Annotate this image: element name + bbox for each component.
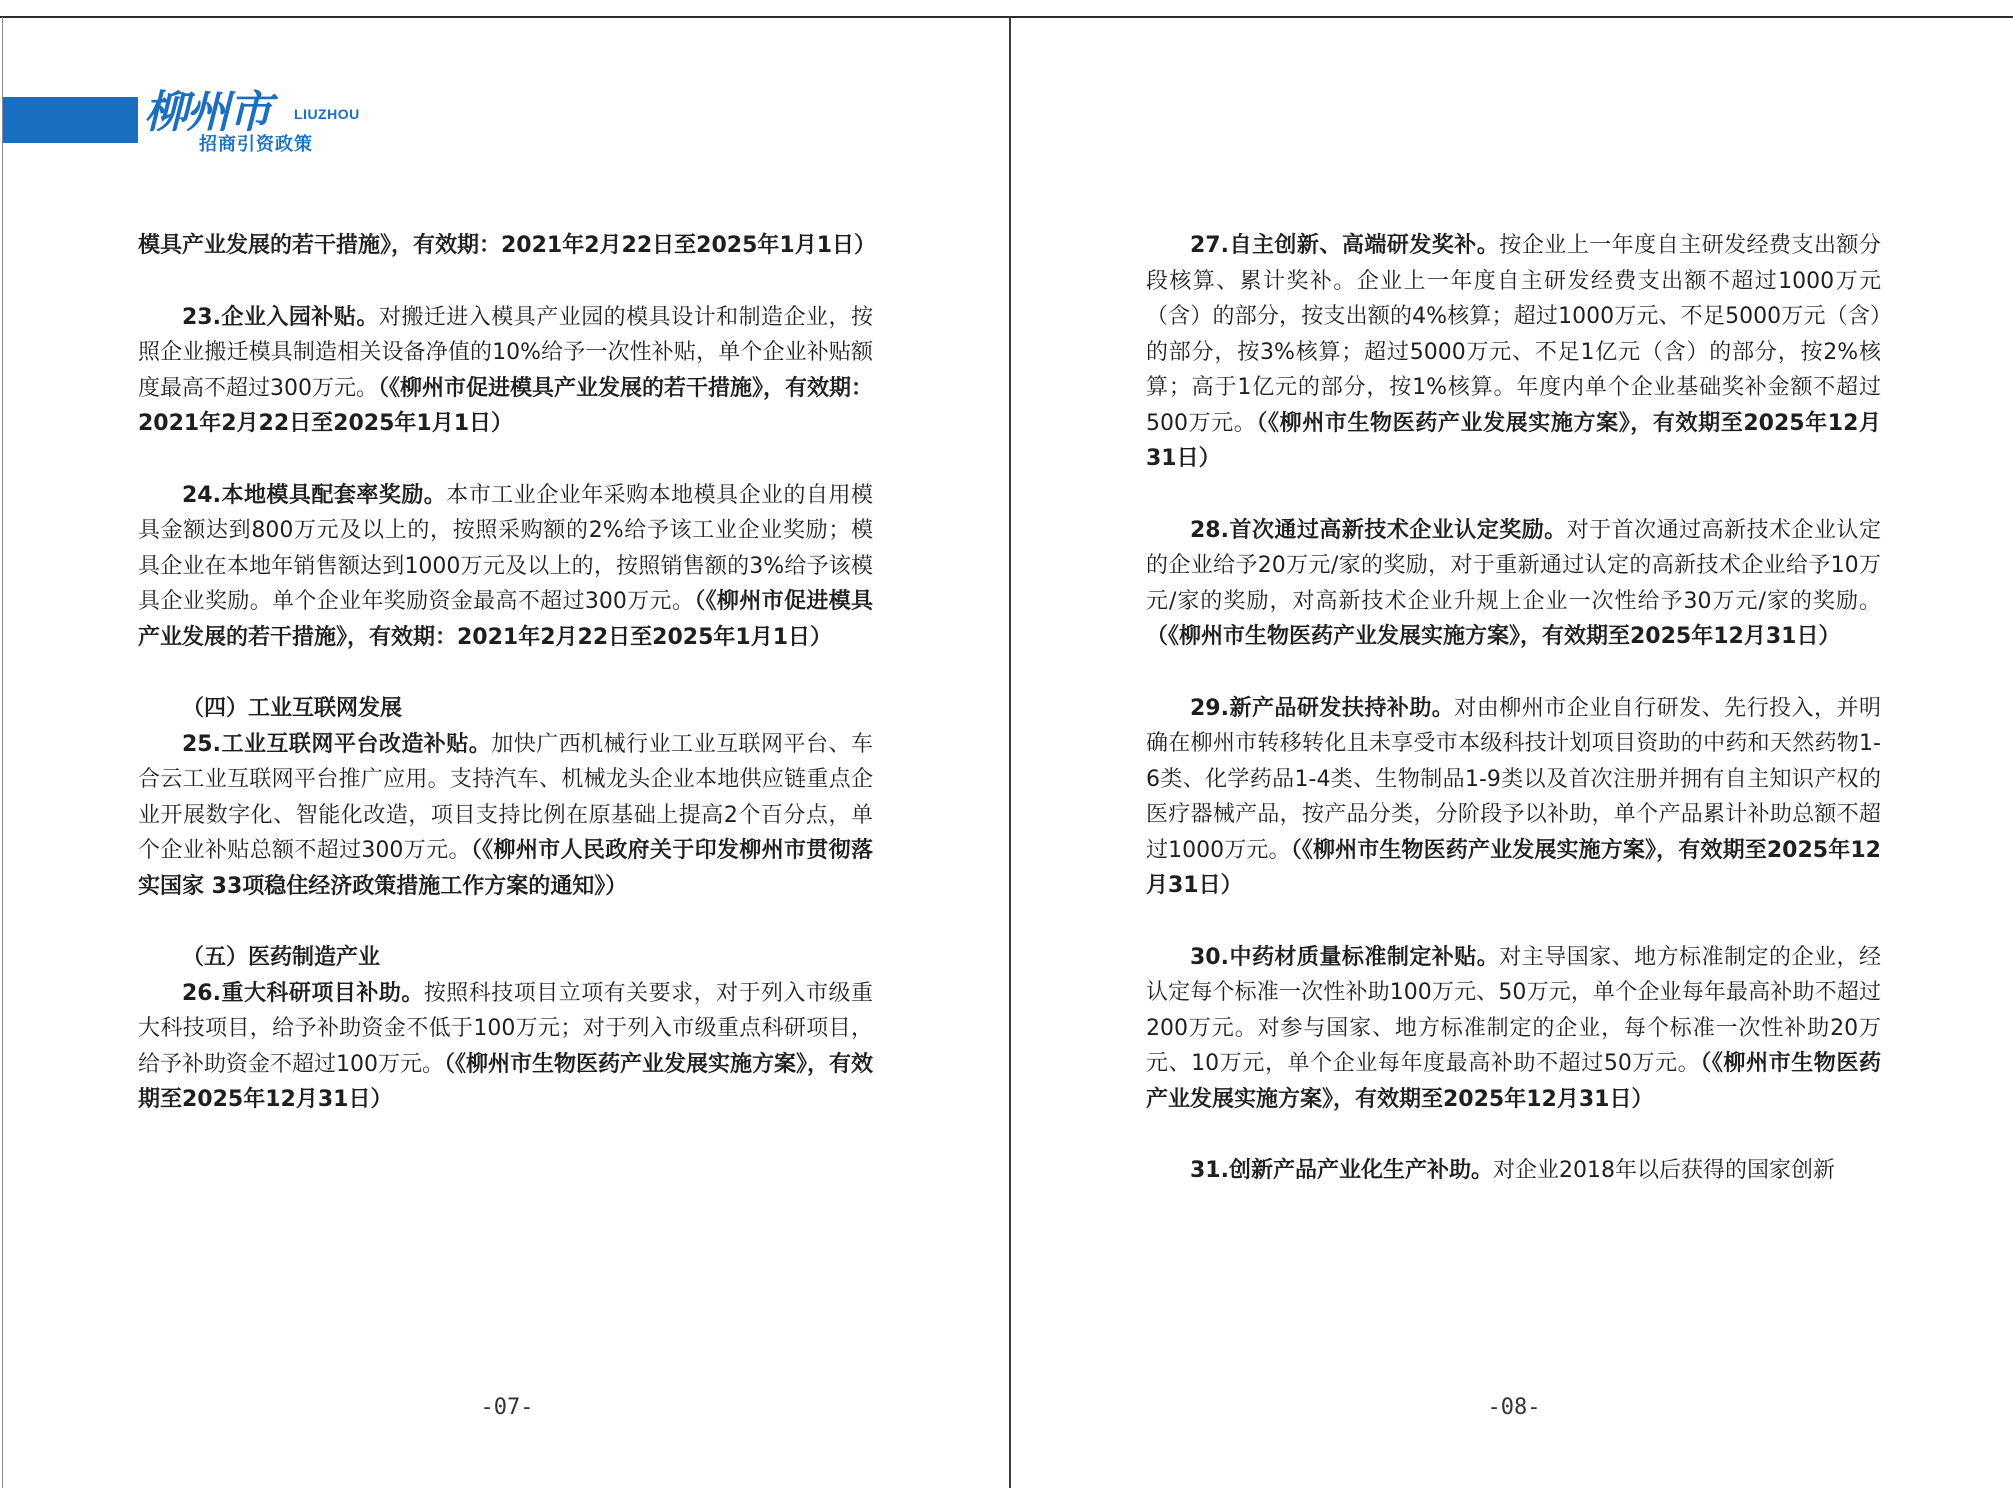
paragraph-29 <box>1146 691 1881 904</box>
paragraph-title: 25.工业互联网平台改造补贴。 <box>182 731 492 757</box>
paragraph-body: 按照科技项目立项有关要求，对于列入市级重大科技项目，给予补助资金不低于100万元；对于列入市级重点科研项目，给予补助资金不超过100万元。 <box>138 980 873 1077</box>
paragraph-title: 27.自主创新、高端研发奖补。 <box>1190 233 1500 258</box>
paragraph-26 <box>138 976 873 1118</box>
section-heading-5: （五）医药制造产业 <box>182 945 381 970</box>
paragraph-source: （《柳州市生物医药产业发展实施方案》，有效期至2025年12月31日） <box>1146 624 1841 649</box>
paragraph-title: 26.重大科研项目补助。 <box>182 980 424 1006</box>
paragraph-source: （《柳州市人民政府关于印发柳州市贯彻落实国家 33项稳住经济政策措施工作方案的通知》） <box>138 838 873 899</box>
paragraph-title: 30.中药材质量标准制定补贴。 <box>1190 944 1500 970</box>
paragraph-30 <box>1146 940 1881 1118</box>
logo-chinese-name: 柳州市 <box>144 87 270 138</box>
paragraph-body: 对于首次通过高新技术企业认定的企业给予20万元/家的奖励，对于重新通过认定的高新技术企业给予10万元/家的奖励，对高新技术企业升规上企业一次性给予30万元/家的奖励。 <box>1146 517 1881 614</box>
page-left-border <box>2 17 3 1488</box>
paragraph-body: 对主导国家、地方标准制定的企业，经认定每个标准一次性补助100万元、50万元，单个企业每年最高补助不超过200万元。对参与国家、地方标准制定的企业，每个标准一次性补助20万元、10万元，单个企业每年度最高补助不超过50万元。 <box>1146 944 1881 1076</box>
paragraph-body: 对企业2018年以后获得的国家创新 <box>1492 1158 1835 1183</box>
logo-subtitle: 招商引资政策 <box>199 134 313 155</box>
paragraph-source: （《柳州市生物医药产业发展实施方案》，有效期至2025年12月31日） <box>138 1051 874 1112</box>
paragraph-31 <box>1146 1153 1881 1189</box>
paragraph-title: 29.新产品研发扶持补助。 <box>1190 695 1455 721</box>
paragraph-source: （《柳州市促进模具产业发展的若干措施》，有效期：2021年2月22日至2025年1月1日） <box>138 375 874 436</box>
paragraph-28 <box>1146 513 1881 655</box>
paragraph-27 <box>1146 228 1881 477</box>
liuzhou-logo <box>144 87 360 158</box>
paragraph-title: 23.企业入园补贴。 <box>182 304 379 330</box>
paragraph-text: 模具产业发展的若干措施》，有效期：2021年2月22日至2025年1月1日） <box>138 233 877 258</box>
paragraph-source: （《柳州市促进模具产业发展的若干措施》，有效期：2021年2月22日至2025年1月1日） <box>138 589 873 650</box>
paragraph-25 <box>138 727 873 905</box>
logo-english-name: LIUZHOU <box>294 106 360 122</box>
section-heading-4: （四）工业互联网发展 <box>182 696 403 721</box>
paragraph-body: 本市工业企业年采购本地模具企业的自用模具金额达到800万元及以上的，按照采购额的2%给予该工业企业奖励；模具企业在本地年销售额达到1000万元及以上的，按照销售额的3%给予该模具企业奖励。单个企业年奖励资金最高不超过300万元。 <box>138 482 873 614</box>
left-page-text <box>138 228 877 1118</box>
right-page-text <box>1146 228 1881 1189</box>
paragraph-body: 对由柳州市企业自行研发、先行投入，并明确在柳州市转移转化且未享受市本级科技计划项目资助的中药和天然药物1-6类、化学药品1-4类、生物制品1-9类以及首次注册并拥有自主知识产权的医疗器械产品，按产品分类，分阶段予以补助，单个产品累计补助总额不超过1000万元。 <box>1146 695 1881 863</box>
paragraph-23 <box>138 300 873 442</box>
paragraph-title: 28.首次通过高新技术企业认定奖励。 <box>1190 517 1567 543</box>
paragraph-title: 31.创新产品产业化生产补助。 <box>1190 1158 1493 1183</box>
page-number-left: -07- <box>480 1395 534 1420</box>
paragraph-source: （《柳州市生物医药产业发展实施方案》，有效期至2025年12月31日） <box>1146 1051 1881 1112</box>
paragraph-continuation <box>138 228 877 264</box>
paragraph-body: 按企业上一年度自主研发经费支出额分段核算、累计奖补。企业上一年度自主研发经费支出额不超过1000万元（含）的部分，按支出额的4%核算；超过1000万元、不足5000万元（含）的部分，按3%核算；超过5000万元、不足1亿元（含）的部分，按2%核算；高于1亿元的部分，按1%核算。年度内单个企业基础奖补金额不超过500万元。 <box>1146 233 1881 436</box>
book-spine-divider <box>1009 17 1011 1488</box>
paragraph-source: （《柳州市生物医药产业发展实施方案》，有效期至2025年12月31日） <box>1146 837 1881 898</box>
page-number-right: -08- <box>1487 1395 1541 1420</box>
header-blue-bar <box>3 97 138 143</box>
paragraph-source: （《柳州市生物医药产业发展实施方案》，有效期至2025年12月31日） <box>1146 410 1881 471</box>
paragraph-24 <box>138 478 873 656</box>
page-top-border <box>0 16 2013 18</box>
paragraph-title: 24.本地模具配套率奖励。 <box>182 482 447 508</box>
paragraph-body: 加快广西机械行业工业互联网平台、车合云工业互联网平台推广应用。支持汽车、机械龙头企业本地供应链重点企业开展数字化、智能化改造，项目支持比例在原基础上提高2个百分点，单个企业补贴总额不超过300万元。 <box>138 731 873 863</box>
paragraph-body: 对搬迁进入模具产业园的模具设计和制造企业，按照企业搬迁模具制造相关设备净值的10%给予一次性补贴，单个企业补贴额度最高不超过300万元。 <box>138 304 873 401</box>
